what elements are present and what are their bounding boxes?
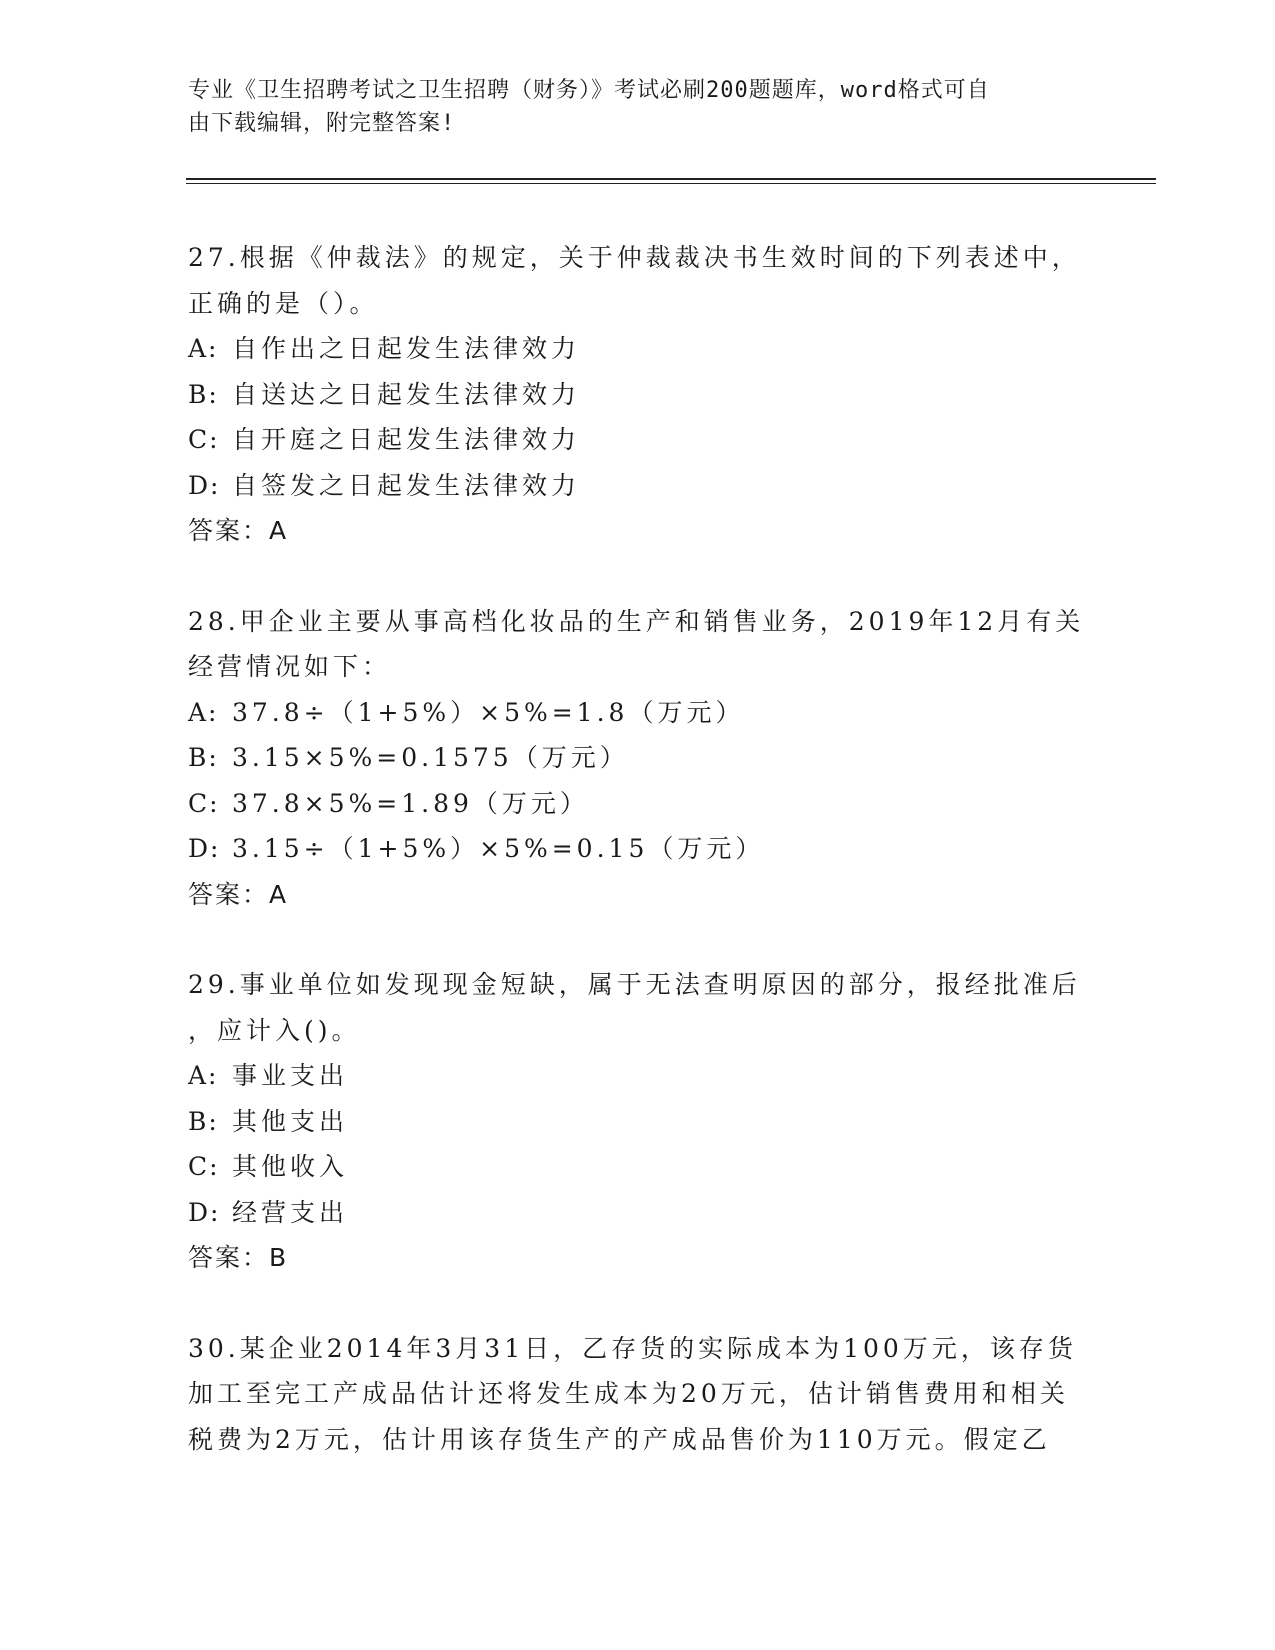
question-text: 加工至完工产成品估计还将发生成本为20万元，估计销售费用和相关 — [188, 1379, 1069, 1408]
question-text: 29.事业单位如发现现金短缺，属于无法查明原因的部分，报经批准后 — [188, 970, 1081, 999]
question-27 — [188, 235, 1088, 554]
answer-label: 答案：A — [188, 516, 289, 545]
question-text: 27.根据《仲裁法》的规定，关于仲裁裁决书生效时间的下列表述中， — [188, 243, 1081, 272]
question-text: 正确的是（）。 — [188, 288, 379, 318]
header-line-2: 由下载编辑，附完整答案! — [188, 111, 456, 136]
option-b: B: 自送达之日起发生法律效力 — [188, 379, 581, 409]
option-c: C: 37.8×5%=1.89（万元） — [188, 788, 589, 818]
header-line-1: 专业《卫生招聘考试之卫生招聘（财务）》考试必刷200题题库，word格式可自 — [188, 78, 990, 103]
question-list — [188, 235, 1088, 1507]
question-text: 28.甲企业主要从事高档化妆品的生产和销售业务，2019年12月有关 — [188, 606, 1085, 636]
option-a: A: 37.8÷（1+5%）×5%=1.8（万元） — [188, 697, 745, 727]
question-text: 税费为2万元，估计用该存货生产的产成品售价为110万元。假定乙 — [188, 1424, 1051, 1454]
question-text: ，应计入()。 — [188, 1015, 361, 1045]
header-divider-thin — [186, 183, 1156, 184]
option-d: D: 自签发之日起发生法律效力 — [188, 470, 581, 500]
option-b: B: 3.15×5%=0.1575（万元） — [188, 743, 629, 772]
question-text: 30.某企业2014年3月31日，乙存货的实际成本为100万元，该存货 — [188, 1333, 1077, 1363]
option-a: A: 自作出之日起发生法律效力 — [188, 334, 581, 363]
option-d: D: 3.15÷（1+5%）×5%=0.15（万元） — [188, 834, 765, 863]
option-d: D: 经营支出 — [188, 1197, 349, 1227]
answer-label: 答案：A — [188, 879, 289, 909]
header-divider — [186, 178, 1156, 180]
question-28 — [188, 599, 1088, 918]
option-c: C: 其他收入 — [188, 1152, 349, 1181]
option-b: B: 其他支出 — [188, 1106, 349, 1136]
question-30 — [188, 1326, 1088, 1463]
option-c: C: 自开庭之日起发生法律效力 — [188, 425, 581, 454]
question-29 — [188, 962, 1088, 1281]
option-a: A: 事业支出 — [188, 1061, 349, 1090]
question-text: 经营情况如下： — [188, 652, 392, 681]
answer-label: 答案：B — [188, 1243, 289, 1272]
document-header — [188, 74, 1068, 140]
